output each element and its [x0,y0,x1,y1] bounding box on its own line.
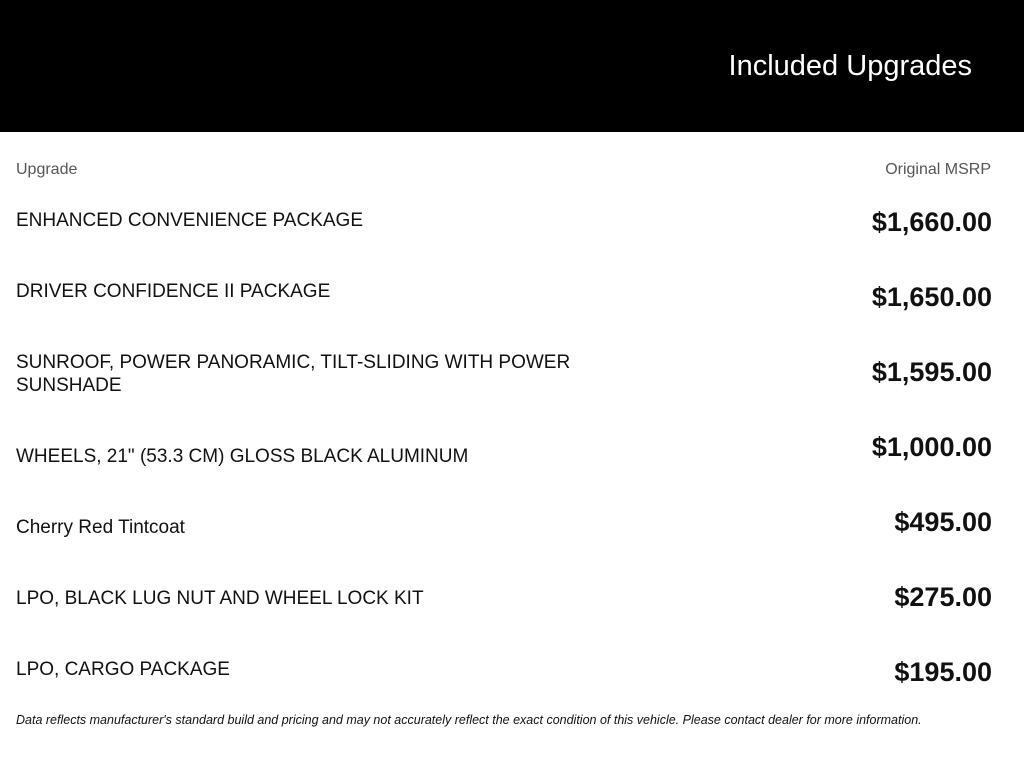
header-banner [0,0,1024,132]
column-header-upgrade: Upgrade [16,161,78,178]
upgrade-row [16,581,992,641]
upgrade-name: SUNROOF, POWER PANORAMIC, TILT-SLIDING WITH POWER SUNSHADE [16,352,571,396]
upgrade-row [16,431,992,491]
upgrade-row [16,506,992,566]
upgrade-row [16,351,992,411]
column-header-msrp: Original MSRP [885,161,991,178]
upgrade-row [16,206,992,266]
upgrade-name: Cherry Red Tintcoat [16,517,185,538]
upgrade-price: $1,660.00 [871,207,992,237]
upgrade-row [16,656,992,716]
upgrade-price: $495.00 [894,507,992,537]
upgrade-row [16,280,992,340]
upgrade-name: LPO, CARGO PACKAGE [16,659,230,680]
upgrade-name: LPO, BLACK LUG NUT AND WHEEL LOCK KIT [16,588,424,609]
upgrade-name: ENHANCED CONVENIENCE PACKAGE [16,210,363,231]
upgrade-price: $195.00 [894,657,992,687]
upgrade-price: $1,000.00 [871,432,992,462]
page-title: Included Upgrades [728,50,972,82]
upgrade-name: WHEELS, 21" (53.3 CM) GLOSS BLACK ALUMINUM [16,446,469,467]
upgrade-name: DRIVER CONFIDENCE II PACKAGE [16,281,331,302]
upgrade-price: $1,595.00 [871,357,992,387]
upgrade-price: $1,650.00 [871,282,992,312]
upgrade-price: $275.00 [894,582,992,612]
disclaimer-text: Data reflects manufacturer's standard build and pricing and may not accurately reflect the exact condition of this vehicle. Please contact dealer for more information. [16,713,922,727]
